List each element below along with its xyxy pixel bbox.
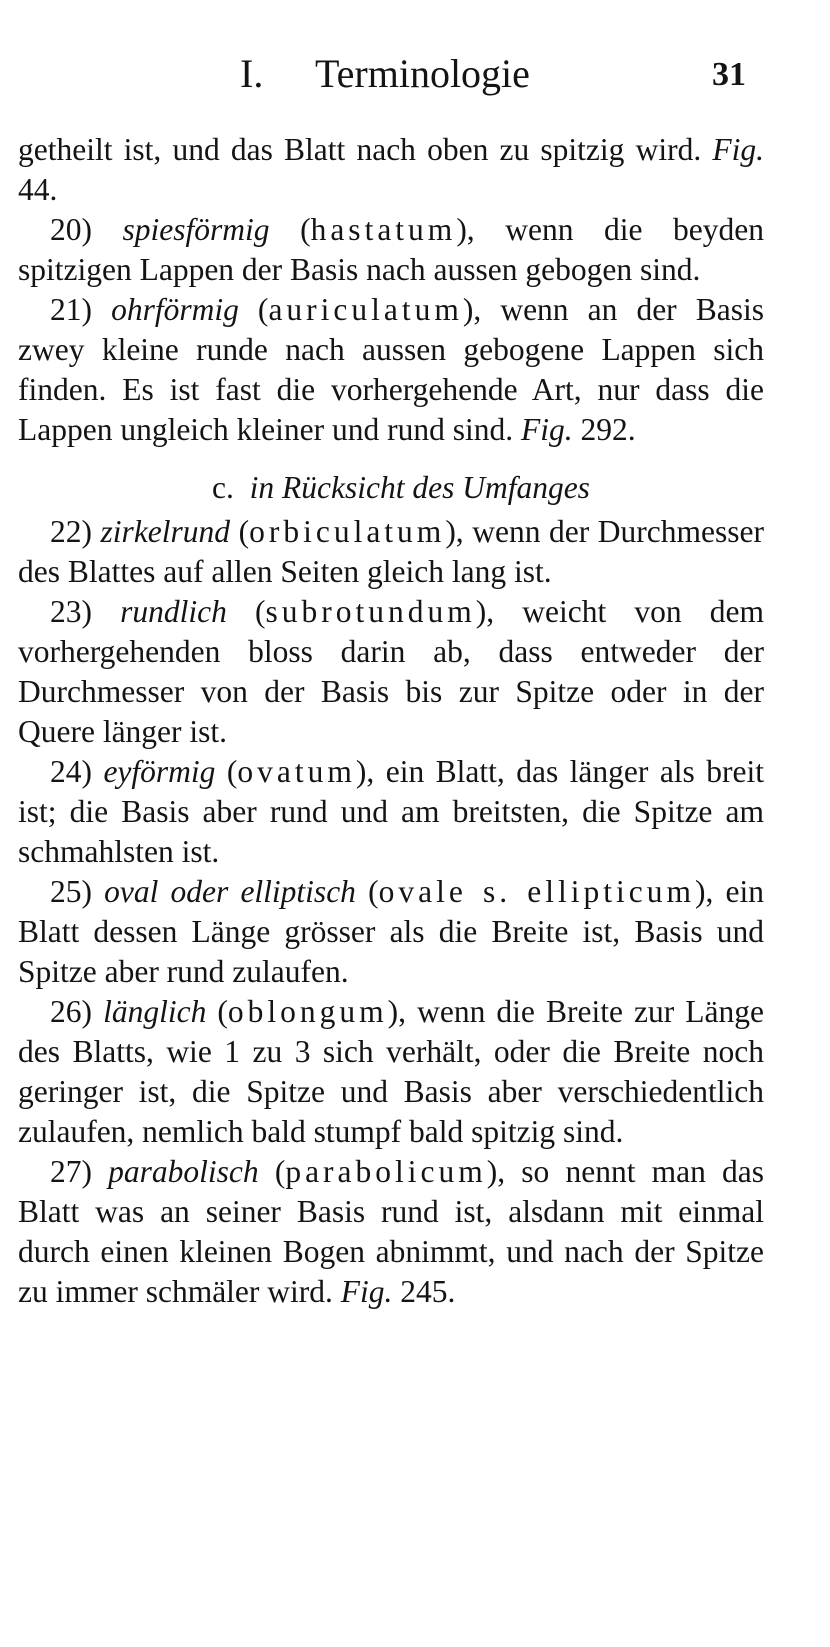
entry-number: 26) [50,994,104,1029]
german-term: eyförmig [103,754,216,789]
entry-27 [18,1152,764,1312]
chapter-number: I. [240,51,264,96]
entry-number: 23) [50,594,121,629]
text-run: ( [258,1154,286,1189]
running-header [0,50,830,100]
entry-number: 22) [50,514,101,549]
german-term: länglich [103,994,207,1029]
text-run: ( [215,754,238,789]
text-run: ), wenn an der Basis zwey kleine runde nach aussen gebogene Lappen sich finden. Es ist fast die vorhergehende Art, nur dass die Lappen ungleich kleiner und rund sind. [18,292,764,447]
text-run: 245. [392,1274,456,1309]
entry-number: 20) [50,212,123,247]
entry-22 [18,512,764,592]
text-run: ), wenn die beyden spitzigen Lappen der Basis nach aussen gebogen sind. [18,212,764,287]
german-term: rundlich [120,594,227,629]
text-run: 44. [18,172,58,207]
figure-ref: Fig. [340,1274,393,1309]
entry-25 [18,872,764,992]
entry-24 [18,752,764,872]
latin-term: auriculatum [268,292,463,327]
entry-number: 24) [50,754,104,789]
latin-term: parabolicum [285,1154,487,1189]
german-term: zirkelrund [100,514,231,549]
entry-23 [18,592,764,752]
entry-number: 21) [50,292,112,327]
page-body [18,130,764,1312]
text-run: ), weicht von dem vorhergehenden bloss darin ab, dass entweder der Durchmesser von der Basis bis zur Spitze oder in der Quere länger ist. [18,594,764,749]
german-term: parabolisch [108,1154,259,1189]
entry-number: 25) [50,874,105,909]
latin-term: subrotundum [265,594,476,629]
latin-term: ovale s. ellipticum [378,874,695,909]
section-title: in Rücksicht des Umfanges [249,470,590,505]
text-run: 292. [572,412,636,447]
text-run: ( [230,514,250,549]
entry-number: 27) [50,1154,109,1189]
figure-ref: Fig. [712,132,764,167]
entry-26 [18,992,764,1152]
text-run: ), so nennt man das Blatt was an seiner Basis rund ist, alsdann mit einmal durch einen kleinen Bogen abnimmt, und nach der Spitze zu immer schmäler wird. [18,1154,764,1309]
latin-term: ovatum [237,754,356,789]
section-heading [18,468,764,508]
text-run: ( [206,994,228,1029]
text-run: getheilt ist, und das Blatt nach oben zu spitzig wird. [18,132,713,167]
text-run: ), ein Blatt, das länger als breit ist; die Basis aber rund und am breitsten, die Spitze am schmahlsten ist. [18,754,764,869]
german-term: spiesförmig [122,212,270,247]
latin-term: oblongum [227,994,388,1029]
text-run: ( [269,212,311,247]
page-number: 31 [712,56,746,93]
figure-ref: Fig. [521,412,573,447]
page-title: Terminologie [315,51,530,96]
section-label: c. [212,470,234,505]
latin-term: hastatum [310,212,457,247]
text-run: ), wenn der Durchmesser des Blattes auf allen Seiten gleich lang ist. [18,514,764,589]
german-term: oval oder elliptisch [104,874,356,909]
german-term: ohrförmig [111,292,239,327]
entry-21 [18,290,764,450]
text-run: ), ein Blatt dessen Länge grösser als die Breite ist, Basis und Spitze aber rund zulaufen. [18,874,764,989]
latin-term: orbiculatum [249,514,446,549]
text-run: ( [226,594,266,629]
text-run: ), wenn die Breite zur Länge des Blatts, wie 1 zu 3 sich verhält, oder die Breite noch geringer ist, die Spitze und Basis aber verschiedentlich zulaufen, nemlich bald stumpf bald spitzig sind. [18,994,765,1149]
entry-20 [18,210,764,290]
text-run: ( [238,292,269,327]
paragraph-continuation [18,130,764,210]
text-run: ( [355,874,379,909]
